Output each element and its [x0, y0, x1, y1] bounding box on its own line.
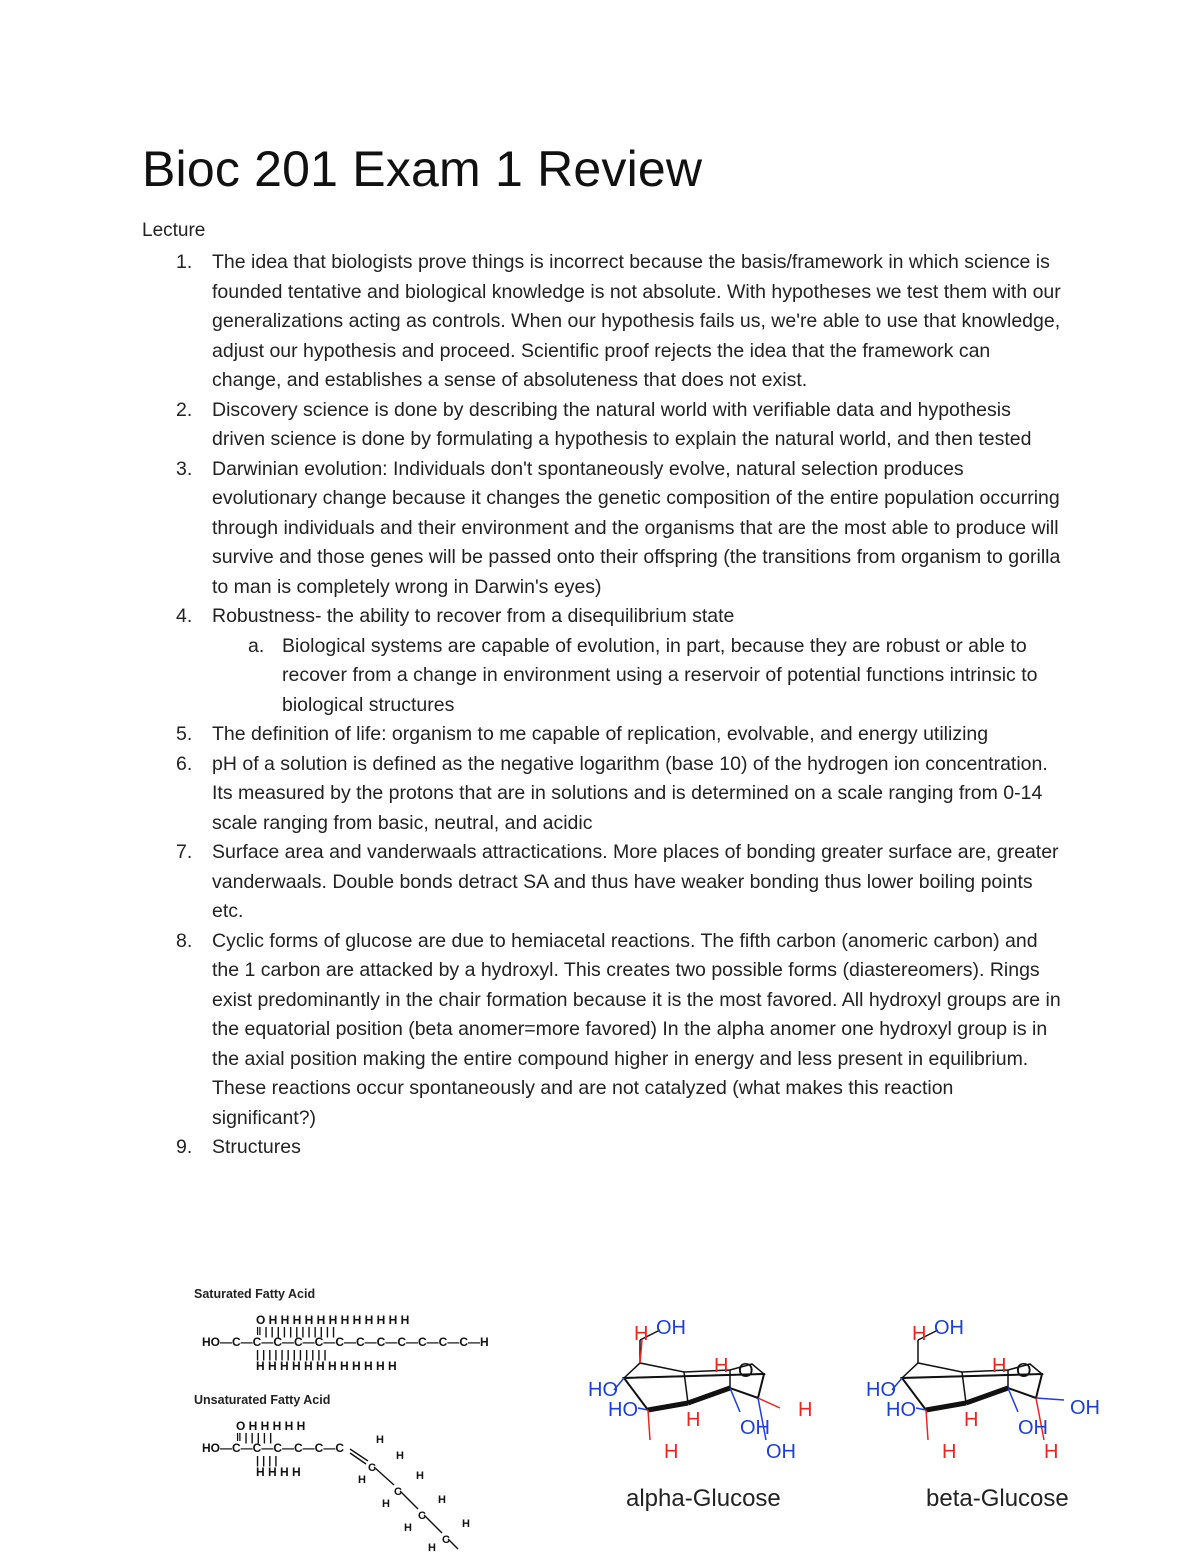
beta-ring-bold-edge — [966, 1388, 1008, 1403]
item-text: Surface area and vanderwaals attractications. More places of bonding greater surface are, greater vanderwaals. Double bonds detract SA and thus have weaker bonding thus lower boiling points etc. — [212, 841, 1059, 922]
beta-h-label: H — [912, 1323, 927, 1345]
beta-h-label: H — [964, 1409, 979, 1431]
sub-list — [212, 632, 1062, 721]
tail-hydrogen: H — [438, 1494, 446, 1506]
unsaturated-label: Unsaturated Fatty Acid — [194, 1393, 331, 1407]
alpha-oh-label: OH — [656, 1317, 686, 1339]
alpha-h-label: H — [714, 1355, 729, 1377]
alpha-oh-label: OH — [740, 1417, 770, 1439]
tail-hydrogen: H — [462, 1518, 470, 1530]
unsaturated-chain: HO—C—C—C—C—C—C — [202, 1441, 344, 1455]
section-heading: Lecture — [142, 220, 206, 241]
item-text: Robustness- the ability to recover from a disequilibrium state — [212, 605, 735, 627]
item-text: The idea that biologists prove things is incorrect because the basis/framework in which science is founded tentative and biological knowledge is not absolute. With hypotheses we test them with our generalizations acting as controls. When our hypothesis fails us, we're able to use that knowledge, adjust our hypothesis and proceed. Scientific proof rejects the idea that the framework can change, and establishes a sense of absoluteness that does not exist. — [212, 251, 1061, 391]
alpha-glucose-drawing — [580, 1300, 840, 1515]
sub-list-item — [212, 632, 1052, 721]
alpha-ho-label: HO — [588, 1379, 618, 1401]
list-item — [0, 1133, 1062, 1163]
alpha-h-label: H — [686, 1409, 701, 1431]
saturated-chain: HO—C—C—C—C—C—C—C—C—C—C—C—C—H — [202, 1335, 489, 1349]
beta-h-label: H — [942, 1441, 957, 1463]
saturated-bottom-bonds: | | | | | | | | | | | | — [256, 1349, 327, 1361]
alpha-h-label: H — [634, 1323, 649, 1345]
item-number: 3. — [176, 457, 193, 480]
list-item — [0, 927, 1062, 1134]
alpha-glucose-figure — [580, 1300, 840, 1515]
list-item — [0, 720, 1062, 750]
beta-glucose-drawing — [858, 1300, 1118, 1515]
saturated-top-bonds: ‖ | | | | | | | | | | | | — [256, 1326, 336, 1338]
beta-glucose-caption: beta-Glucose — [926, 1485, 1069, 1512]
tail-atoms — [358, 1434, 470, 1553]
beta-oh-label: OH — [934, 1317, 964, 1339]
item-number: 1. — [176, 251, 193, 273]
item-text: Discovery science is done by describing the natural world with verifiable data and hypothesis driven science is done by formulating a hypothesis to explain the natural world, and then tested — [212, 398, 1032, 450]
tail-carbon: C — [394, 1486, 402, 1498]
alpha-ring-bold-edge — [688, 1388, 730, 1403]
tail-hydrogen: H — [382, 1498, 390, 1510]
beta-ho-label: HO — [866, 1379, 896, 1401]
tail-hydrogen: H — [428, 1542, 436, 1553]
tail-carbon: C — [418, 1510, 426, 1522]
item-number: 6. — [176, 752, 193, 775]
list-item — [0, 602, 1062, 720]
alpha-h-label: H — [664, 1441, 679, 1463]
saturated-top-atoms: O H H H H H H H H H H H H — [256, 1313, 410, 1327]
document-title: Bioc 201 Exam 1 Review — [142, 141, 703, 197]
fatty-acid-drawing — [190, 1283, 530, 1553]
tail-carbon: C — [368, 1462, 376, 1474]
beta-oh-bond — [1036, 1398, 1064, 1400]
alpha-oh-label: OH — [766, 1441, 796, 1463]
tail-hydrogen: H — [416, 1470, 424, 1482]
beta-h-bond — [926, 1410, 928, 1440]
beta-ring-bold-edge — [926, 1403, 966, 1410]
list-item — [0, 396, 1062, 455]
alpha-ring-oxygen-label: O — [738, 1360, 754, 1382]
saturated-bottom-atoms: H H H H H H H H H H H H — [256, 1359, 397, 1373]
item-text: Structures — [212, 1136, 301, 1158]
tail-hydrogen: H — [396, 1450, 404, 1462]
sub-item-text: Biological systems are capable of evolution, in part, because they are robust or able to recover from a change in environment using a reservoir of potential functions intrinsic to biological structures — [282, 634, 1038, 716]
beta-ho-label: HO — [886, 1399, 916, 1421]
tail-hydrogen: H — [376, 1434, 384, 1446]
beta-h-label: H — [992, 1355, 1007, 1377]
tail-carbon: C — [442, 1534, 450, 1546]
unsaturated-bottom-bonds: | | | | — [256, 1455, 278, 1467]
beta-oh-label: OH — [1070, 1397, 1100, 1419]
tail-hydrogen: H — [404, 1522, 412, 1534]
alpha-h-bond — [758, 1398, 780, 1408]
item-number: 5. — [176, 723, 193, 745]
item-number: 2. — [176, 398, 193, 421]
fatty-acid-figure — [190, 1283, 530, 1553]
alpha-ho-label: HO — [608, 1399, 638, 1421]
alpha-h-bond — [648, 1410, 650, 1440]
beta-h-label: H — [1044, 1441, 1059, 1463]
alpha-ring-bold-edge — [648, 1403, 688, 1410]
beta-oh-label: OH — [1018, 1417, 1048, 1439]
list-item — [0, 248, 1062, 396]
item-number: 4. — [176, 605, 193, 627]
item-text: The definition of life: organism to me capable of replication, evolvable, and energy utilizing — [212, 723, 989, 745]
item-number: 9. — [176, 1136, 193, 1158]
alpha-atom-labels — [588, 1317, 812, 1463]
list-item — [0, 838, 1062, 927]
item-text: pH of a solution is defined as the negative logarithm (base 10) of the hydrogen ion concentration. Its measured by the protons that are in solutions and is determined on a scale ranging from 0-14 scale ranging from basic, neutral, and acidic — [212, 752, 1048, 834]
list-item — [0, 455, 1062, 603]
review-list — [0, 248, 1062, 1163]
list-item — [0, 750, 1062, 839]
beta-ring-oxygen-label: O — [1016, 1360, 1032, 1382]
tail-hydrogen: H — [358, 1474, 366, 1486]
unsaturated-bottom-atoms: H H H H — [256, 1465, 301, 1479]
beta-glucose-figure — [858, 1300, 1118, 1515]
item-number: 7. — [176, 841, 193, 863]
item-text: Cyclic forms of glucose are due to hemiacetal reactions. The fifth carbon (anomeric carbon) and the 1 carbon are attacked by a hydroxyl. This creates two possible forms (diastereomers). Rings exist predominantly in the chair formation because it is the most favored. All hydroxyl groups are in the equatorial position (beta anomer=more favored) In the alpha anomer one hydroxyl group is in the axial position making the entire compound higher in energy and less present in equilibrium. These reactions occur spontaneously and are not catalyzed (what makes this reaction significant?) — [212, 929, 1061, 1129]
unsaturated-top-bonds: ‖ | | | | | — [236, 1432, 273, 1444]
alpha-glucose-caption: alpha-Glucose — [626, 1485, 781, 1512]
alpha-h-label: H — [798, 1399, 813, 1421]
item-text: Darwinian evolution: Individuals don't spontaneously evolve, natural selection produces evolutionary change because it changes the genetic composition of the entire population occurring through individuals and their environment and the organisms that are the most able to produce will survive and those genes will be passed onto their offspring (the transitions from organism to gorilla to man is completely wrong in Darwin's eyes) — [212, 457, 1061, 598]
beta-atom-labels — [866, 1317, 1100, 1463]
saturated-label: Saturated Fatty Acid — [194, 1287, 316, 1301]
unsaturated-top-atoms: O H H H H H — [236, 1419, 306, 1433]
sub-item-letter: a. — [248, 634, 265, 657]
item-number: 8. — [176, 929, 193, 952]
